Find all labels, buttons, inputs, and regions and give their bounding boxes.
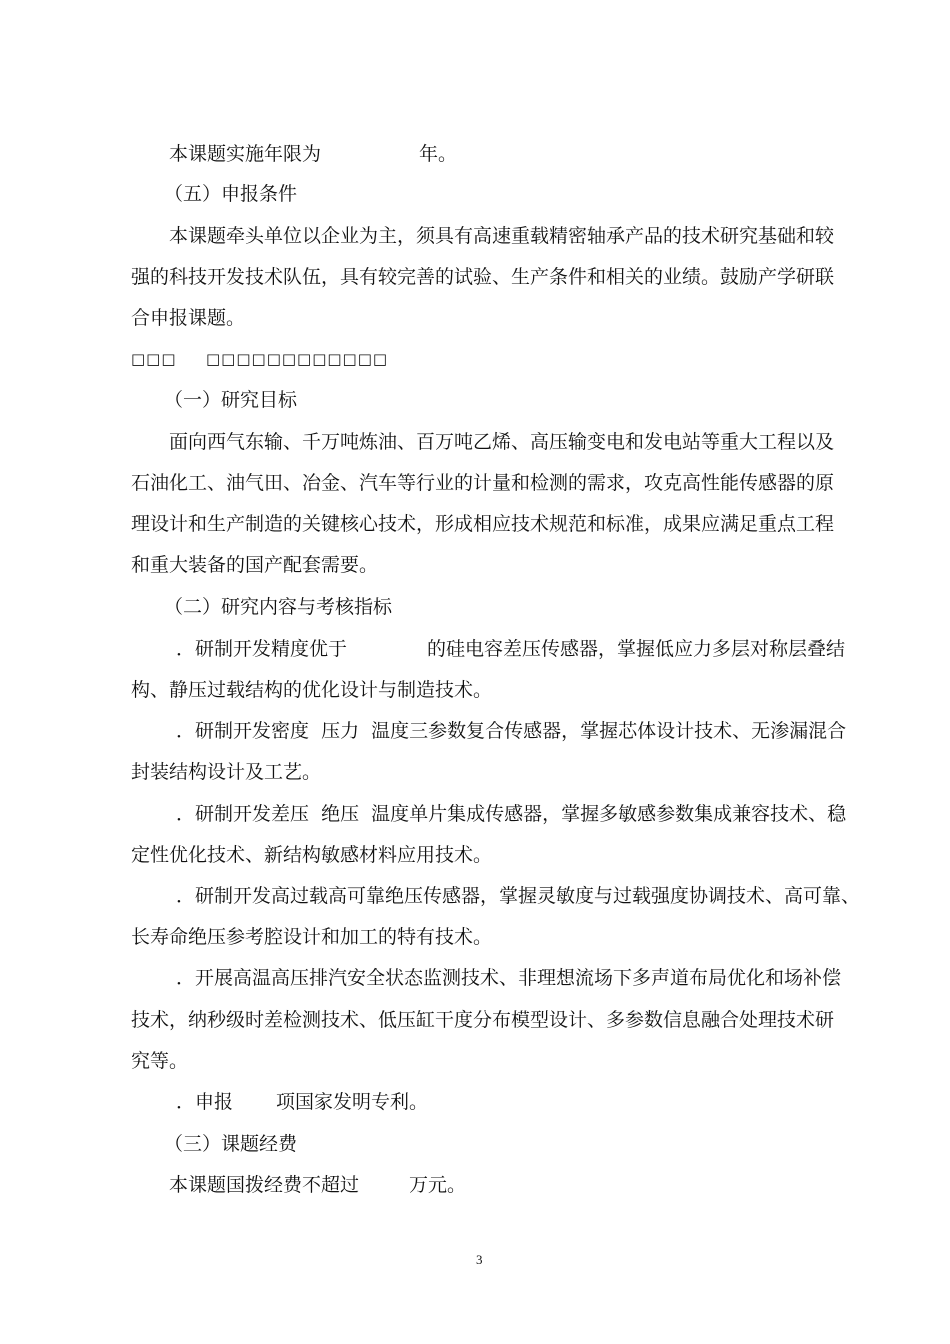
item1-line-1b: 的硅电容差压传感器，掌握低应力多层对称层叠结 — [427, 638, 846, 660]
sub1-line-1: 面向西气东输、千万吨炼油、百万吨乙烯、高压输变电和发电站等重大工程以及 — [169, 431, 835, 453]
garbled-heading-text: □□□□□□□□□□□□ — [206, 350, 389, 368]
sub1-line-4: 和重大装备的国产配套需要。 — [131, 554, 379, 576]
sub1-line-2: 石油化工、油气田、冶金、汽车等行业的计量和检测的需求，攻克高性能传感器的原 — [131, 472, 835, 494]
item6-line-a: ．申报 — [176, 1091, 234, 1113]
item6-line-b: 项国家发明专利。 — [276, 1091, 429, 1113]
item1-line-1a: ．研制开发精度优于 — [176, 638, 348, 660]
page-number: 3 — [476, 1252, 483, 1267]
sub2-heading: （二）研究内容与考核指标 — [164, 596, 393, 618]
implementation-years-unit: 年。 — [419, 143, 458, 165]
section5-line-2: 强的科技开发技术队伍，具有较完善的试验、生产条件和相关的业绩。鼓励产学研联 — [131, 266, 835, 288]
funding-label: 本课题国拨经费不超过 — [169, 1174, 360, 1196]
section5-line-1: 本课题牵头单位以企业为主，须具有高速重载精密轴承产品的技术研究基础和较 — [169, 225, 835, 247]
item3-line-1: ．研制开发差压 绝压 温度单片集成传感器，掌握多敏感参数集成兼容技术、稳 — [176, 803, 847, 825]
item4-line-1: ．研制开发高过载高可靠绝压传感器，掌握灵敏度与过载强度协调技术、高可靠、 — [176, 885, 861, 907]
sub1-heading: （一）研究目标 — [164, 389, 298, 411]
section5-heading: （五）申报条件 — [164, 183, 298, 205]
section5-line-3: 合申报课题。 — [131, 307, 246, 329]
item2-line-1: ．研制开发密度 压力 温度三参数复合传感器，掌握芯体设计技术、无渗漏混合 — [176, 720, 847, 742]
item3-line-2: 定性优化技术、新结构敏感材料应用技术。 — [131, 844, 493, 866]
funding-unit: 万元。 — [409, 1174, 467, 1196]
item5-line-1: ．开展高温高压排汽安全状态监测技术、非理想流场下多声道布局优化和场补偿 — [176, 967, 842, 989]
item2-line-2: 封装结构设计及工艺。 — [131, 761, 322, 783]
garbled-heading-number: □□□ — [131, 350, 177, 368]
sub1-line-3: 理设计和生产制造的关键核心技术，形成相应技术规范和标准，成果应满足重点工程 — [131, 513, 835, 535]
item1-line-2: 构、静压过载结构的优化设计与制造技术。 — [131, 679, 493, 701]
implementation-years-label: 本课题实施年限为 — [169, 143, 322, 165]
item5-line-2: 技术，纳秒级时差检测技术、低压缸干度分布模型设计、多参数信息融合处理技术研 — [131, 1009, 835, 1031]
item4-line-2: 长寿命绝压参考腔设计和加工的特有技术。 — [131, 926, 493, 948]
item5-line-3: 究等。 — [131, 1050, 189, 1072]
sub3-heading: （三）课题经费 — [164, 1133, 298, 1155]
